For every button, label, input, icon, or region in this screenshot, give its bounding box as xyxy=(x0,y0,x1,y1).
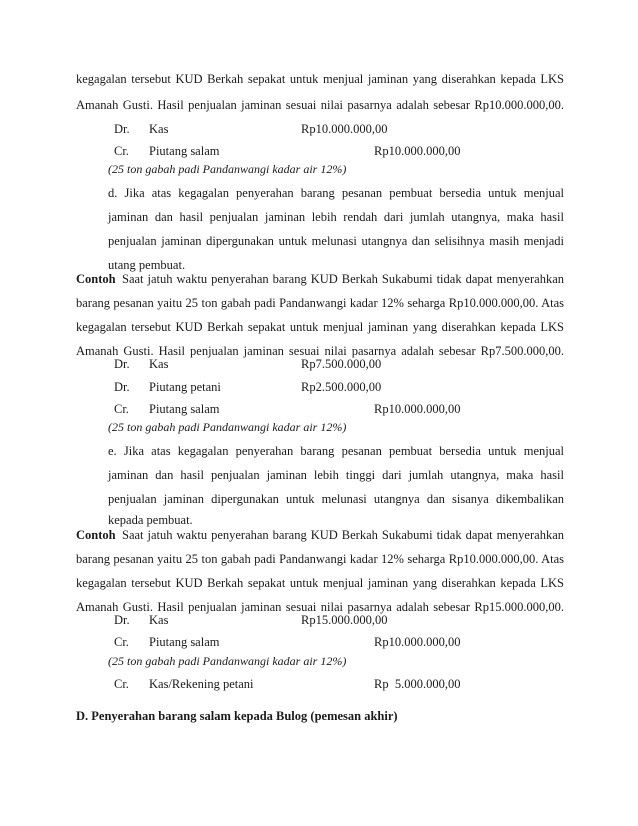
paragraph-line: barang pesanan yaitu 25 ton gabah padi Pandanwangi kadar 12% seharga Rp10.000.000,00. Atas xyxy=(76,296,564,310)
journal-type: Cr. xyxy=(114,402,129,416)
paragraph-line: Saat jatuh waktu penyerahan barang KUD Berkah Sukabumi tidak dapat menyerahkan xyxy=(122,528,564,542)
paragraph-line: d. Jika atas kegagalan penyerahan barang pesanan pembuat bersedia untuk menjual xyxy=(108,186,564,200)
journal-account: Kas xyxy=(149,122,169,136)
paragraph-line: kegagalan tersebut KUD Berkah sepakat untuk menjual jaminan yang diserahkan kepada LKS xyxy=(76,576,564,590)
paragraph-line: Amanah Gusti. Hasil penjualan jaminan sesuai nilai pasarnya adalah sebesar Rp7.500.000,00. xyxy=(76,344,564,358)
journal-debit: Rp2.500.000,00 xyxy=(301,380,382,394)
paragraph-line: Amanah Gusti. Hasil penjualan jaminan sesuai nilai pasarnya adalah sebesar Rp15.000.000,00. xyxy=(76,600,564,614)
paragraph-line: Amanah Gusti. Hasil penjualan jaminan sesuai nilai pasarnya adalah sebesar Rp10.000.000,00. xyxy=(76,98,564,112)
journal-debit: Rp15.000.000,00 xyxy=(301,613,388,627)
paragraph-line: kegagalan tersebut KUD Berkah sepakat untuk menjual jaminan yang diserahkan kepada LKS xyxy=(76,320,564,334)
section-heading: D. Penyerahan barang salam kepada Bulog (pemesan akhir) xyxy=(76,709,398,723)
paragraph-line: kepada pembuat. xyxy=(108,513,193,527)
journal-type: Dr. xyxy=(114,357,130,371)
journal-credit: Rp10.000.000,00 xyxy=(374,635,461,649)
paragraph-line: utang pembuat. xyxy=(108,258,186,272)
paragraph-line: penjualan jaminan dipergunakan untuk melunasi utangnya dan selisihnya masih menjadi xyxy=(108,234,564,248)
journal-account: Piutang petani xyxy=(149,380,221,394)
journal-account: Kas xyxy=(149,357,169,371)
journal-credit: Rp 5.000.000,00 xyxy=(374,677,461,691)
journal-account: Piutang salam xyxy=(149,144,220,158)
paragraph-line: penjualan jaminan dipergunakan untuk melunasi utangnya dan sisanya dikembalikan xyxy=(108,492,564,506)
journal-debit: Rp10.000.000,00 xyxy=(301,122,388,136)
journal-type: Cr. xyxy=(114,144,129,158)
paragraph-line: jaminan dan hasil penjualan jaminan lebih rendah dari jumlah utangnya, maka hasil xyxy=(108,210,564,224)
journal-note: (25 ton gabah padi Pandanwangi kadar air 12%) xyxy=(108,420,347,434)
journal-account: Piutang salam xyxy=(149,402,220,416)
journal-note: (25 ton gabah padi Pandanwangi kadar air 12%) xyxy=(108,654,347,668)
journal-type: Cr. xyxy=(114,677,129,691)
paragraph-line: jaminan dan hasil penjualan jaminan lebih tinggi dari jumlah utangnya, maka hasil xyxy=(108,468,564,482)
paragraph-line: barang pesanan yaitu 25 ton gabah padi Pandanwangi kadar 12% seharga Rp10.000.000,00. Atas xyxy=(76,552,564,566)
example-label: Contoh xyxy=(76,528,116,542)
journal-credit: Rp10.000.000,00 xyxy=(374,144,461,158)
paragraph-line: kegagalan tersebut KUD Berkah sepakat untuk menjual jaminan yang diserahkan kepada LKS xyxy=(76,72,564,86)
journal-account: Kas xyxy=(149,613,169,627)
journal-type: Dr. xyxy=(114,380,130,394)
journal-credit: Rp10.000.000,00 xyxy=(374,402,461,416)
paragraph-line: Saat jatuh waktu penyerahan barang KUD Berkah Sukabumi tidak dapat menyerahkan xyxy=(122,272,564,286)
example-label: Contoh xyxy=(76,272,116,286)
journal-type: Cr. xyxy=(114,635,129,649)
journal-type: Dr. xyxy=(114,122,130,136)
journal-type: Dr. xyxy=(114,613,130,627)
journal-account: Kas/Rekening petani xyxy=(149,677,254,691)
journal-note: (25 ton gabah padi Pandanwangi kadar air 12%) xyxy=(108,162,347,176)
journal-account: Piutang salam xyxy=(149,635,220,649)
paragraph-line: e. Jika atas kegagalan penyerahan barang pesanan pembuat bersedia untuk menjual xyxy=(108,444,564,458)
journal-debit: Rp7.500.000,00 xyxy=(301,357,382,371)
